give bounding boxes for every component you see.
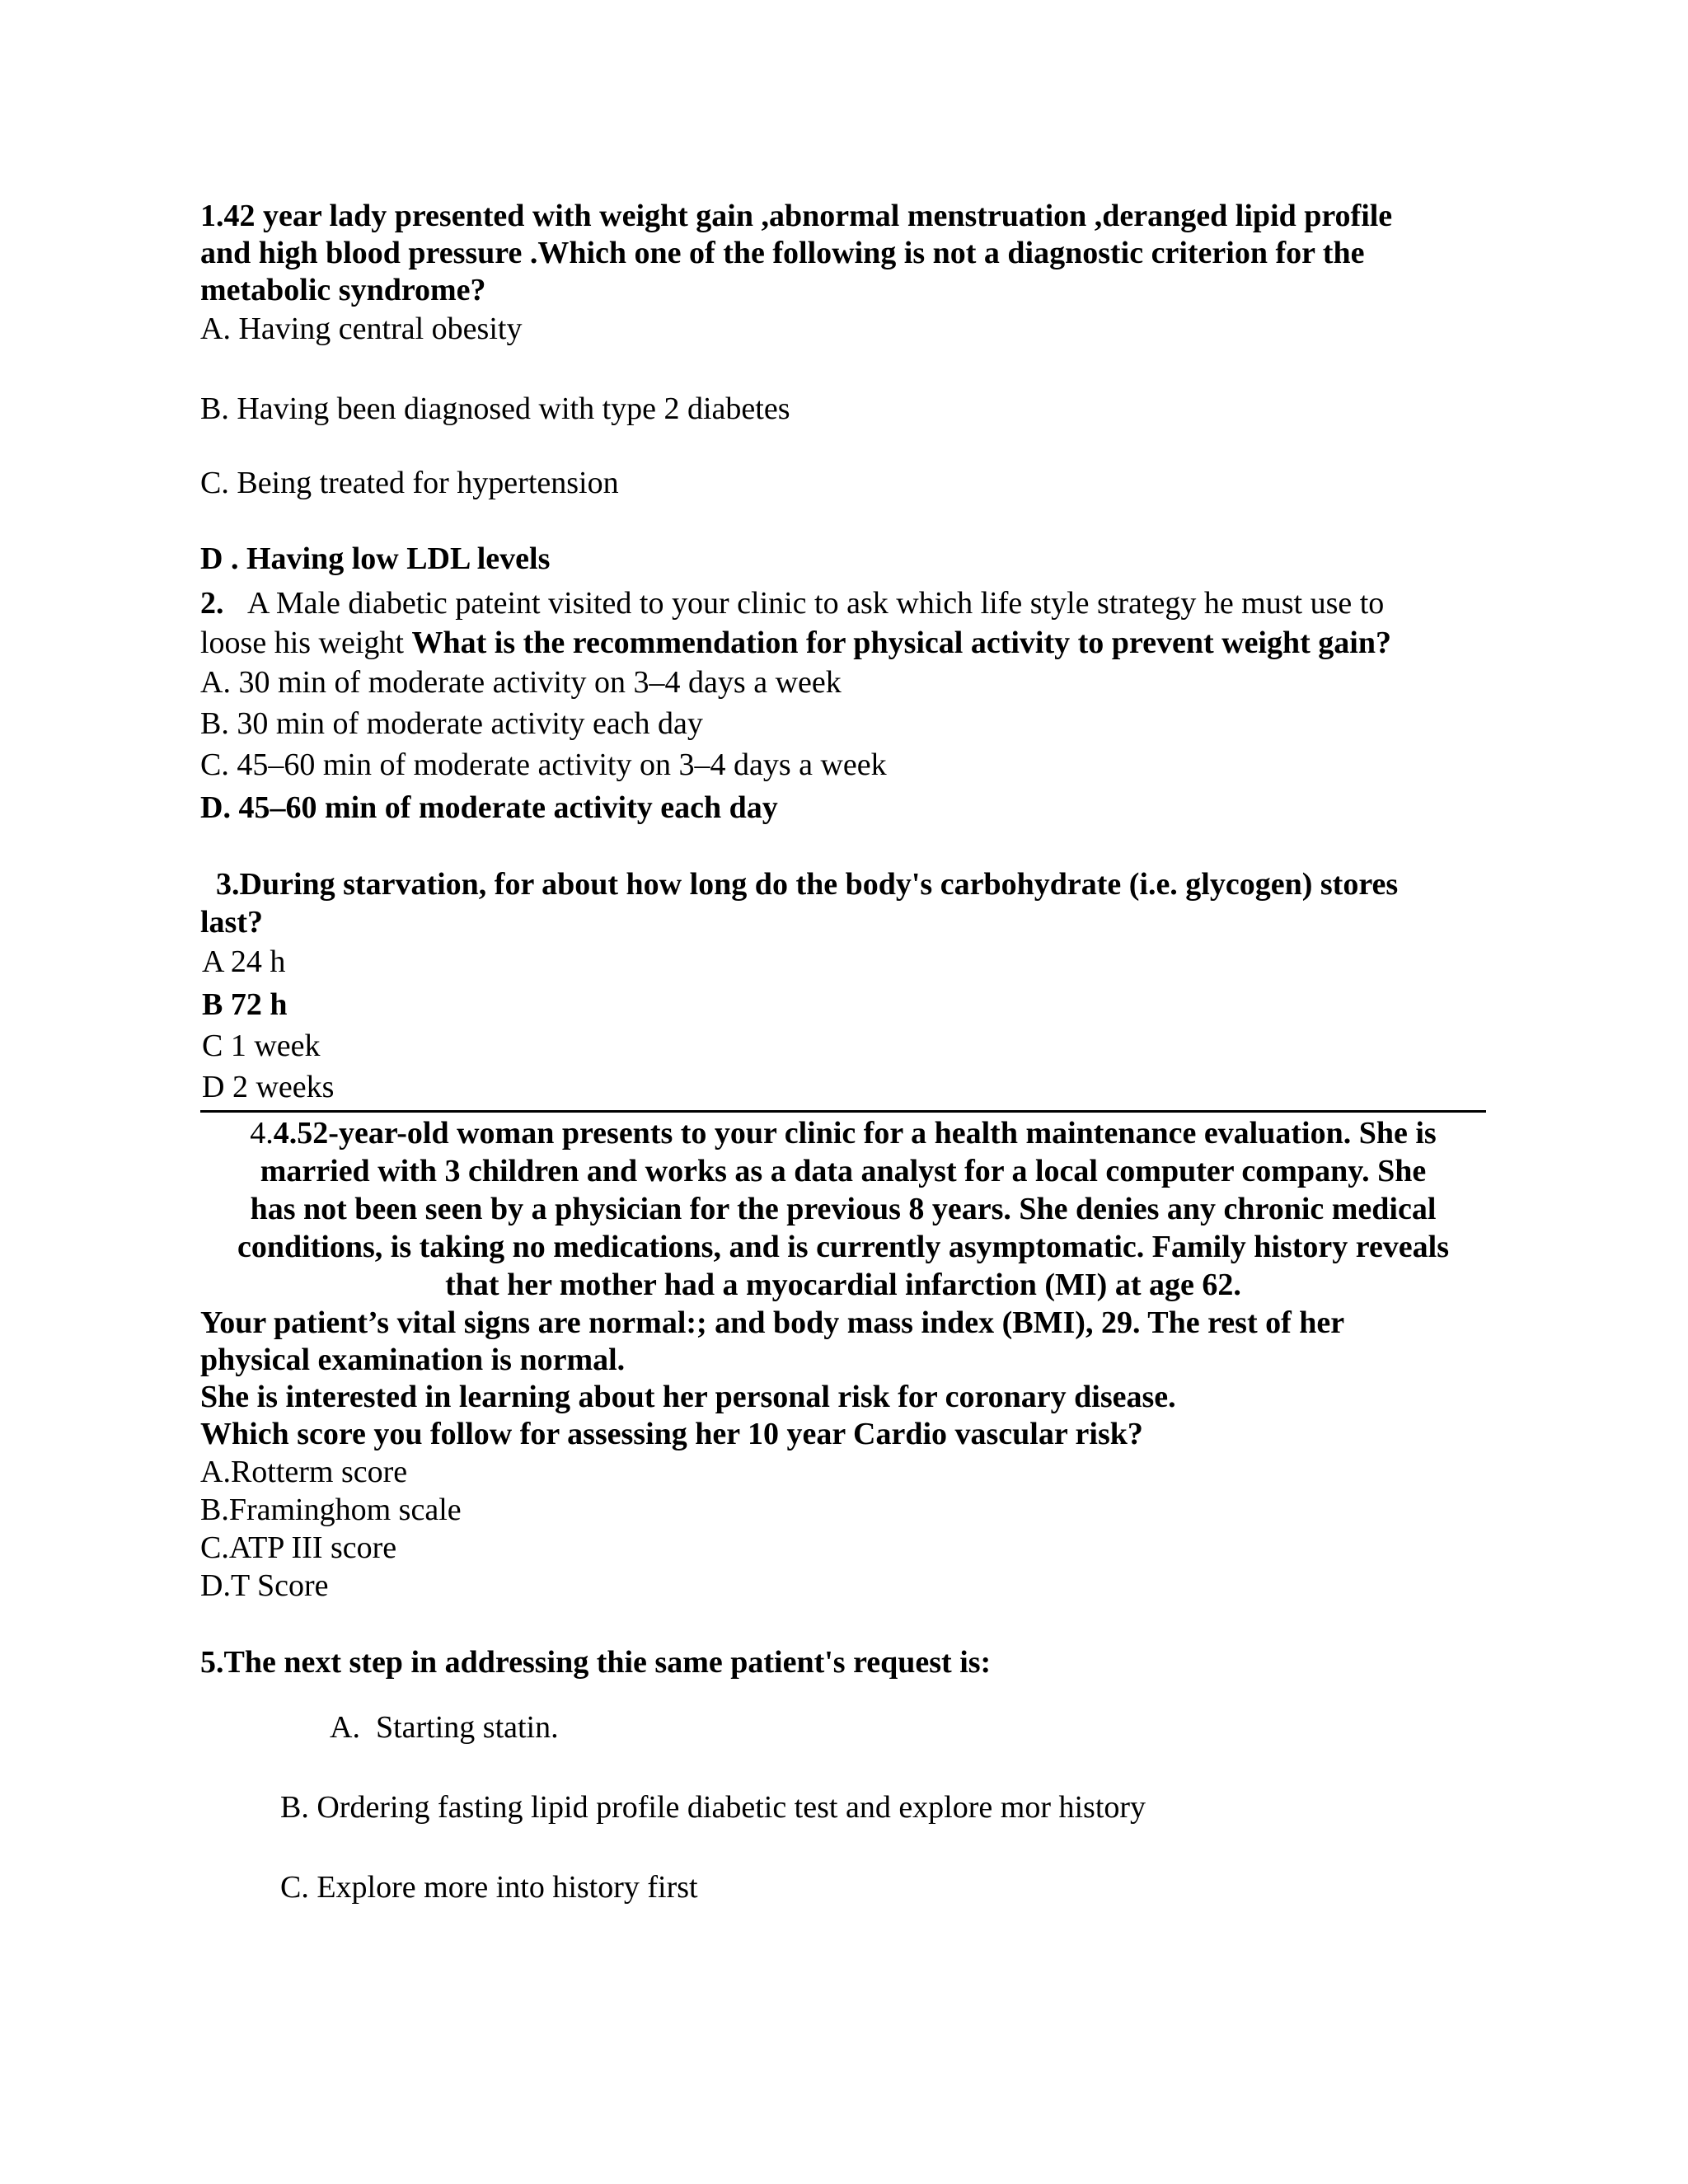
q4-vitals-line: Your patient’s vital signs are normal:; and body mass index (BMI), 29. The rest of her [200,1305,1345,1340]
q3-option-b: B 72 h [202,987,288,1022]
q5-option-a-text: Starting statin. [375,1710,559,1745]
q1-option-b: B. Having been diagnosed with type 2 diabetes [200,391,790,426]
q2-stem-bold: What is the recommendation for physical activity to prevent weight gain? [411,626,1391,660]
q4-option-c: C.ATP III score [200,1530,397,1565]
q2-option-c: C. 45–60 min of moderate activity on 3–4 days a week [200,748,887,782]
q2-stem-normal: loose his weight [200,626,412,660]
q1-option-d: D . Having low LDL levels [200,541,551,576]
q5-option-a-letter: A. [330,1710,360,1745]
q4-stem-line: married with 3 children and works as a data analyst for a local computer company. She [260,1154,1427,1188]
q1-stem-line: and high blood pressure .Which one of the following is not a diagnostic criterion for the [200,236,1365,270]
q2-stem-text: A Male diabetic pateint visited to your clinic to ask which life style strategy he must use to [247,586,1385,621]
q1-option-c: C. Being treated for hypertension [200,466,619,500]
q4-exam-line: physical examination is normal. [200,1343,626,1377]
q4-interest-line: She is interested in learning about her personal risk for coronary disease. [200,1380,1176,1414]
q4-stem-text: 4.52-year-old woman presents to your clinic for a health maintenance evaluation. She is [273,1116,1437,1151]
q4-question-line: Which score you follow for assessing her 10 year Cardio vascular risk? [200,1417,1143,1451]
q4-option-a: A.Rotterm score [200,1455,408,1489]
q4-stem-line: that her mother had a myocardial infarction (MI) at age 62. [445,1268,1241,1302]
q3-option-a: A 24 h [202,944,286,979]
q1-option-a: A. Having central obesity [200,312,523,346]
q2-option-b: B. 30 min of moderate activity each day [200,706,703,741]
q4-option-b: B.Framinghom scale [200,1493,462,1527]
q4-prefix: 4. [250,1116,274,1151]
q2-stem-line1 [200,584,1384,622]
q2-option-a: A. 30 min of moderate activity on 3–4 days a week [200,665,842,700]
q5-stem: 5.The next step in addressing thie same patient's request is: [200,1645,992,1680]
q3-stem-line: 3.During starvation, for about how long do the body's carbohydrate (i.e. glycogen) stores [216,867,1399,902]
q2-stem-line2 [200,624,1391,662]
q4-option-d: D.T Score [200,1568,329,1603]
q2-number: 2. [200,586,224,621]
q2-option-d: D. 45–60 min of moderate activity each day [200,790,778,825]
q5-option-b: B. Ordering fasting lipid profile diabetic test and explore mor history [280,1790,1146,1825]
q3-option-d: D 2 weeks [202,1070,335,1104]
q1-stem-line: 1.42 year lady presented with weight gain ,abnormal menstruation ,deranged lipid profile [200,199,1393,233]
q3-stem-line: last? [200,905,263,940]
q4-stem-line [200,1114,1486,1152]
q5-option-a [330,1708,559,1746]
q5-option-c: C. Explore more into history first [280,1870,698,1905]
q4-stem-line: has not been seen by a physician for the previous 8 years. She denies any chronic medical [250,1192,1437,1226]
horizontal-divider [200,1110,1486,1113]
q4-stem-line: conditions, is taking no medications, and is currently asymptomatic. Family history reveals [237,1230,1450,1264]
q1-stem-line: metabolic syndrome? [200,273,486,307]
q3-option-c: C 1 week [202,1029,321,1063]
